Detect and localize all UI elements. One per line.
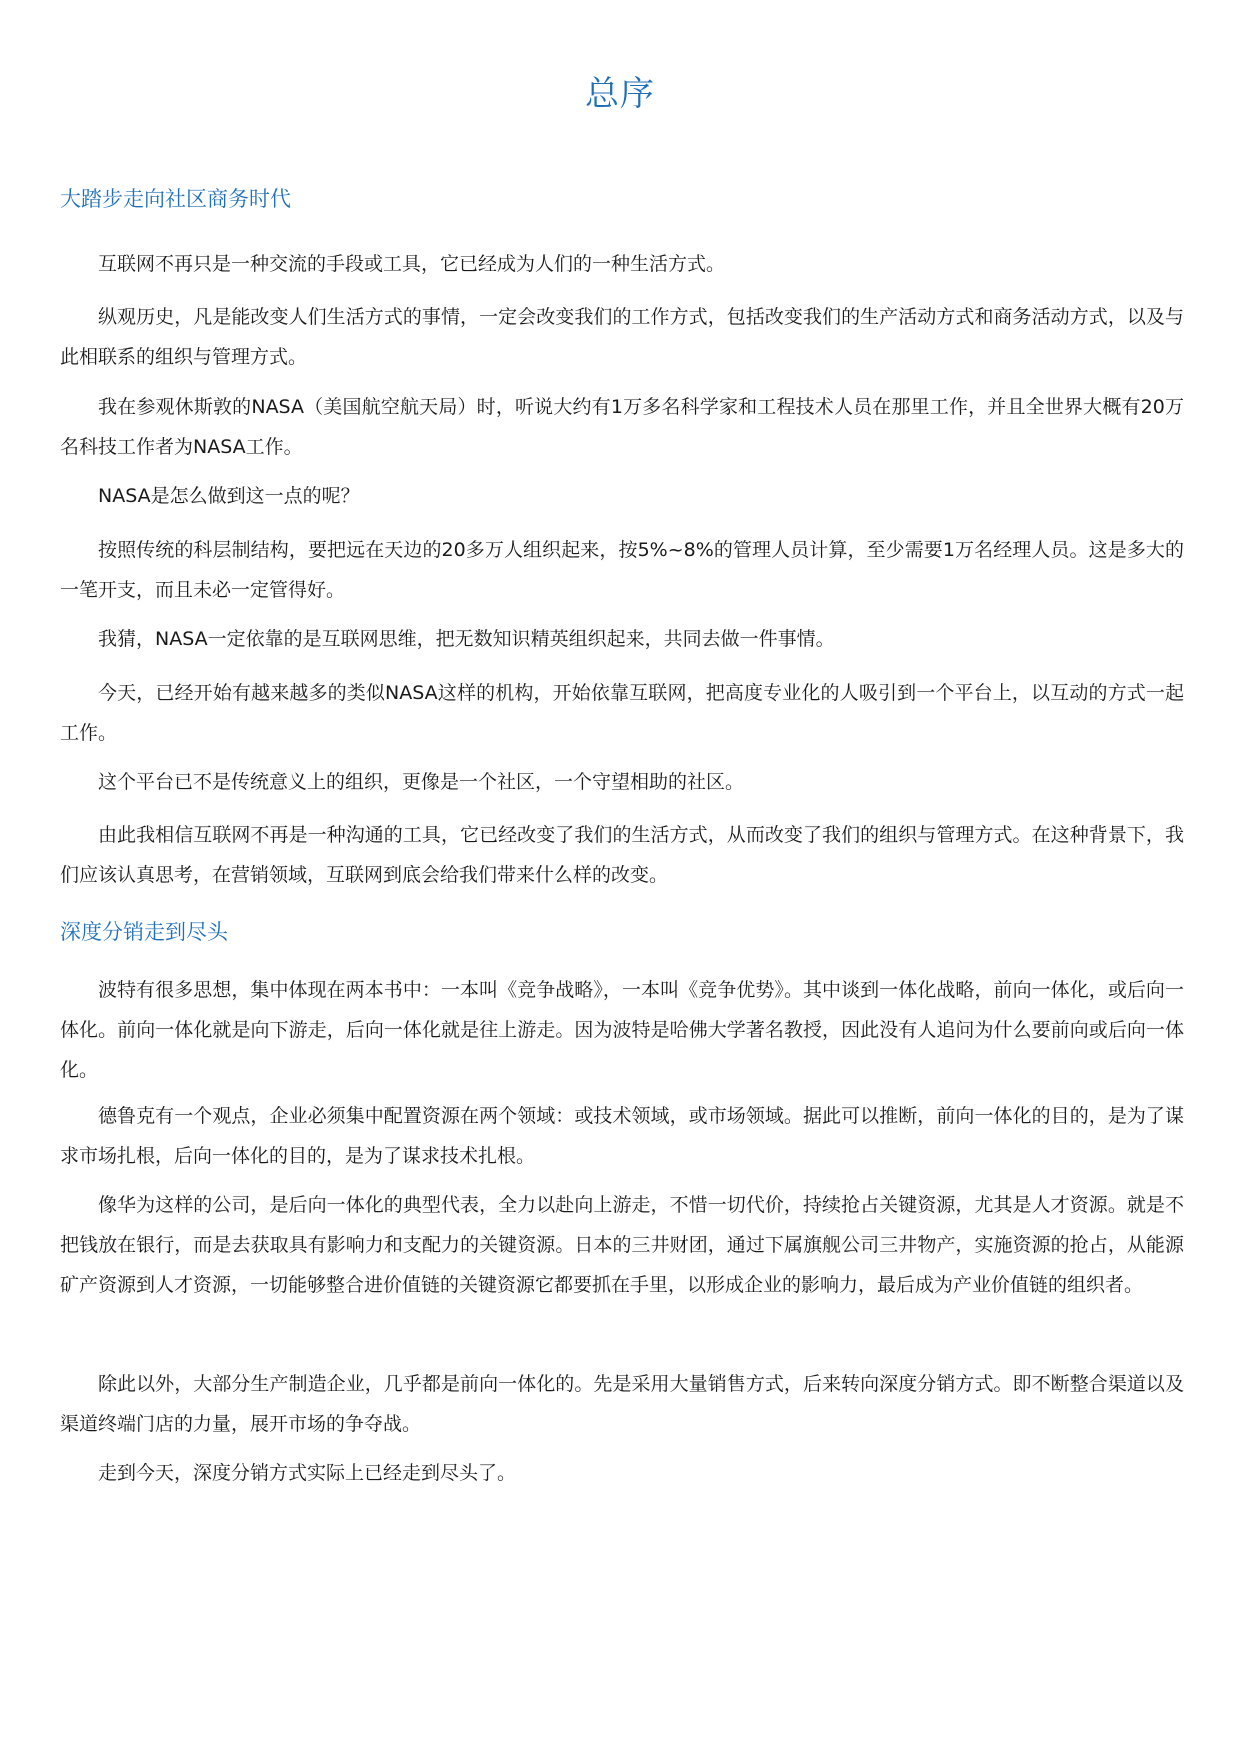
paragraph: 按照传统的科层制结构，要把远在天边的20多万人组织起来，按5%~8%的管理人员计算，至少需要1万名经理人员。这是多大的一笔开支，而且未必一定管得好。 — [60, 539, 1184, 601]
paragraph: NASA是怎么做到这一点的呢？ — [98, 485, 360, 507]
paragraph: 像华为这样的公司，是后向一体化的典型代表，全力以赴向上游走，不惜一切代价，持续抢占关键资源，尤其是人才资源。就是不把钱放在银行，而是去获取具有影响力和支配力的关键资源。日本的三井财团，通过下属旗舰公司三井物产，实施资源的抢占，从能源矿产资源到人才资源，一切能够整合进价值链的关键资源它都要抓在手里，以形成企业的影响力，最后成为产业价值链的组织者。 — [60, 1194, 1184, 1296]
paragraph: 走到今天，深度分销方式实际上已经走到尽头了。 — [98, 1462, 517, 1484]
paragraph: 今天，已经开始有越来越多的类似NASA这样的机构，开始依靠互联网，把高度专业化的人吸引到一个平台上，以互动的方式一起工作。 — [60, 682, 1184, 744]
paragraph: 除此以外，大部分生产制造企业，几乎都是前向一体化的。先是采用大量销售方式，后来转向深度分销方式。即不断整合渠道以及渠道终端门店的力量，展开市场的争夺战。 — [60, 1373, 1184, 1435]
paragraph: 互联网不再只是一种交流的手段或工具，它已经成为人们的一种生活方式。 — [98, 253, 726, 275]
paragraph: 纵观历史，凡是能改变人们生活方式的事情，一定会改变我们的工作方式，包括改变我们的生产活动方式和商务活动方式，以及与此相联系的组织与管理方式。 — [60, 306, 1184, 368]
paragraph: 我猜，NASA一定依靠的是互联网思维，把无数知识精英组织起来，共同去做一件事情。 — [98, 628, 835, 650]
paragraph: 德鲁克有一个观点，企业必须集中配置资源在两个领域：或技术领域，或市场领域。据此可以推断，前向一体化的目的，是为了谋求市场扎根，后向一体化的目的，是为了谋求技术扎根。 — [60, 1105, 1184, 1167]
paragraph: 波特有很多思想，集中体现在两本书中：一本叫《竞争战略》，一本叫《竞争优势》。其中谈到一体化战略，前向一体化，或后向一体化。前向一体化就是向下游走，后向一体化就是往上游走。因为波特是哈佛大学著名教授，因此没有人追问为什么要前向或后向一体化。 — [60, 979, 1184, 1081]
page-title: 总序 — [585, 74, 655, 114]
paragraph: 由此我相信互联网不再是一种沟通的工具，它已经改变了我们的生活方式，从而改变了我们的组织与管理方式。在这种背景下，我们应该认真思考，在营销领域，互联网到底会给我们带来什么样的改变。 — [60, 824, 1184, 886]
paragraph: 这个平台已不是传统意义上的组织，更像是一个社区，一个守望相助的社区。 — [98, 771, 745, 793]
section-heading-1: 大踏步走向社区商务时代 — [60, 187, 291, 211]
section-heading-2: 深度分销走到尽头 — [60, 920, 228, 944]
paragraph: 我在参观休斯敦的NASA（美国航空航天局）时，听说大约有1万多名科学家和工程技术人员在那里工作，并且全世界大概有20万名科技工作者为NASA工作。 — [60, 396, 1184, 458]
